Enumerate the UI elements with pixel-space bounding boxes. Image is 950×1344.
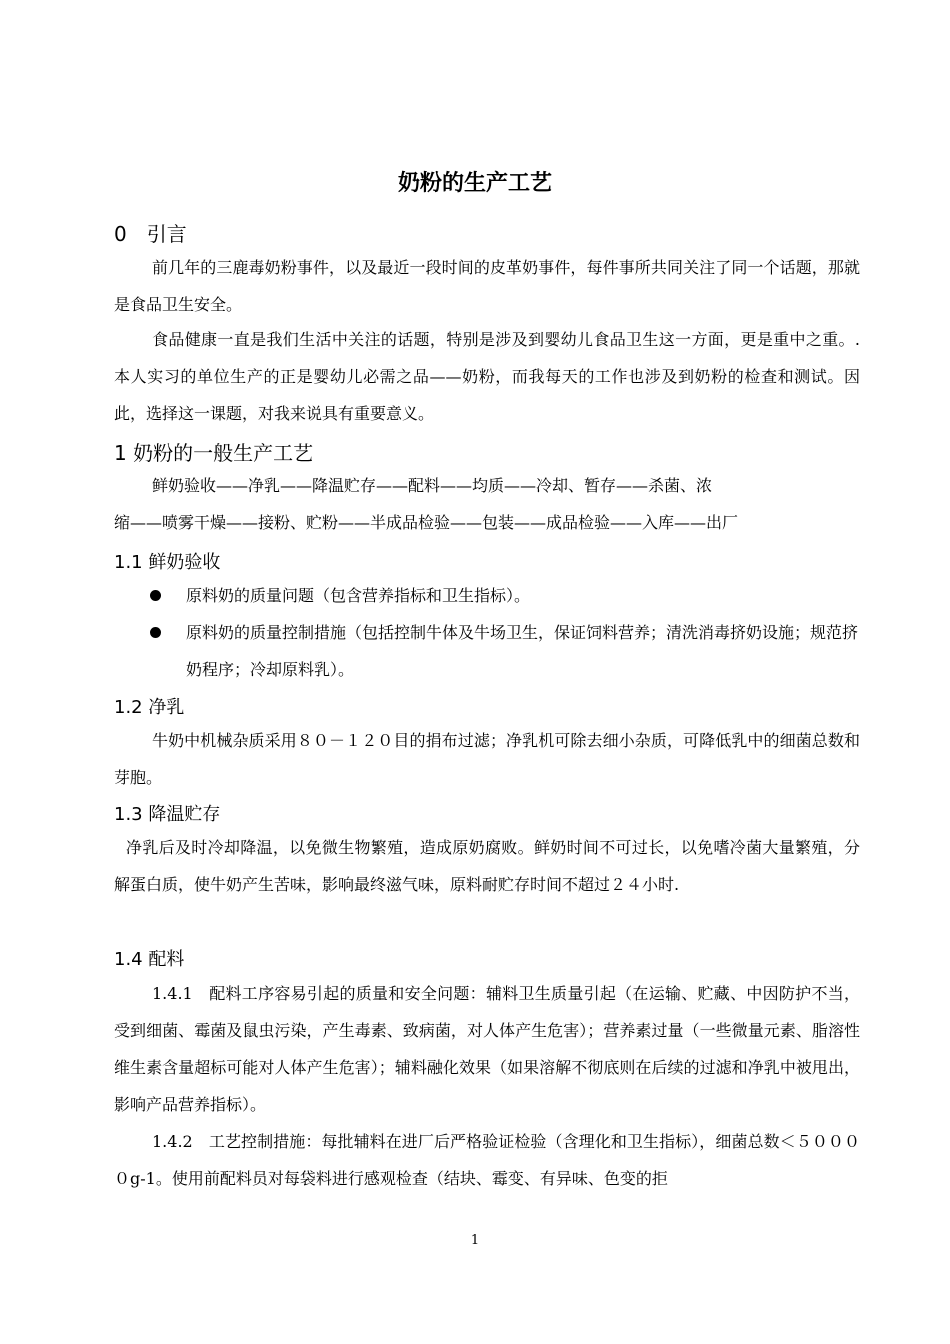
bullet-text: 原料奶的质量控制措施（包括控制牛体及牛场卫生，保证饲料营养；清洗消毒挤奶设施；规范挤奶程序；冷却原料乳）。 [186,623,859,679]
section-heading-intro: 0 引言 [114,222,187,246]
section-heading-1-4: 1.4 配料 [114,949,185,970]
section-heading-1-3: 1.3 降温贮存 [114,804,221,825]
page-number: 1 [470,1233,480,1248]
process-flow-line-2: 缩——喷雾干燥——接粉、贮粉——半成品检验——包装——成品检验——入库——出厂 [114,513,739,532]
section-1-3-paragraph: 净乳后及时冷却降温，以免微生物繁殖，造成原奶腐败。鲜奶时间不可过长，以免嗜冷菌大量繁殖，分解蛋白质，使牛奶产生苦味，影响最终滋气味，原料耐贮存时间不超过２４小时. [114,838,860,894]
section-heading-process: 1 奶粉的一般生产工艺 [114,441,314,465]
section-heading-1-1: 1.1 鲜奶验收 [114,552,221,573]
section-heading-1-2: 1.2 净乳 [114,697,185,718]
bullet-dot-icon [150,627,161,638]
section-1-4-2-paragraph: 1.4.2 工艺控制措施：每批辅料在进厂后严格验证检验（含理化和卫生指标），细菌总数＜５００００g-1。使用前配料员对每袋料进行感观检查（结块、霉变、有异味、色变的拒 [114,1132,860,1188]
intro-paragraph-1: 前几年的三鹿毒奶粉事件，以及最近一段时间的皮革奶事件，每件事所共同关注了同一个话题，那就是食品卫生安全。 [114,258,860,314]
section-1-4-1-paragraph: 1.4.1 配料工序容易引起的质量和安全问题：辅料卫生质量引起（在运输、贮藏、中因防护不当，受到细菌、霉菌及鼠虫污染，产生毒素、致病菌，对人体产生危害）；营养素过量（一些微量元素、脂溶性维生素含量超标可能对人体产生危害）；辅料融化效果（如果溶解不彻底则在后续的过滤和净乳中被甩出，影响产品营养指标）。 [114,984,860,1114]
bullet-dot-icon [150,590,161,601]
section-1-2-paragraph: 牛奶中机械杂质采用８０－１２０目的捐布过滤；净乳机可除去细小杂质，可降低乳中的细菌总数和芽胞。 [114,731,860,787]
bullet-text: 原料奶的质量问题（包含营养指标和卫生指标）。 [186,586,531,605]
document-title: 奶粉的生产工艺 [397,171,552,196]
intro-paragraph-2: 食品健康一直是我们生活中关注的话题，特别是涉及到婴幼儿食品卫生这一方面，更是重中之重。. 本人实习的单位生产的正是婴幼儿必需之品——奶粉，而我每天的工作也涉及到奶粉的检查和测试。因此，选择这一课题，对我来说具有重要意义。 [114,330,860,423]
process-flow-line-1: 鲜奶验收——净乳——降温贮存——配料——均质——冷却、暂存——杀菌、浓 [152,476,713,495]
